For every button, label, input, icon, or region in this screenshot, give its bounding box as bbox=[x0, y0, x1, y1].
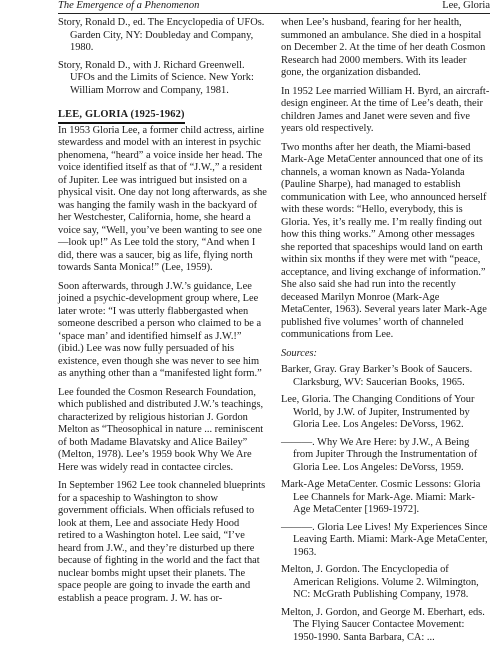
left-column bbox=[58, 17, 268, 611]
body-paragraph: Soon afterwards, through J.W.’s guidance, Lee joined a psychic-development group where, Lee later wrote: “I was utterly flabbergasted when someone described a person who claimed to be a ‘space man’ and identified himself as J.W.!” (ibid.) Lee was now fully persuaded of his existence, even though she was never to see him as anything other than a “manifested light form.” bbox=[58, 280, 262, 379]
source-entry: Melton, J. Gordon, and George M. Eberhart, eds. The Flying Saucer Contactee Movement: 1950-1990. Santa Barbara, CA: ... bbox=[281, 606, 485, 643]
reference-entry: Story, Ronald D., ed. The Encyclopedia of UFOs. Garden City, NY: Doubleday and Company, 1980. bbox=[58, 17, 265, 53]
body-paragraph: In 1952 Lee married William H. Byrd, an aircraft-design engineer. At the time of Lee’s death, their children James and Janet were seven and five years old respectively. bbox=[281, 85, 490, 134]
running-header bbox=[58, 0, 490, 14]
body-paragraph: In 1953 Gloria Lee, a former child actress, airline stewardess and model with an interest in psychic phenomena, “heard” a voice inside her head. The voice identified itself as that of “J.W.,” a resident of Jupiter. Lee was intrigued but insisted on a physical visit. One day not long afterwards, as she was hanging the family wash in the backyard of her Westchester, California, home, she heard a voice say, “Well, you’ve been wanting to see one—look up!” As Lee told the story, “And when I did, there was a saucer, big as life, flying north towards Santa Monica!” (Lee, 1959). bbox=[58, 124, 267, 273]
source-entry: Lee, Gloria. The Changing Conditions of Your World, by J.W. of Jupiter, Instrumented by Gloria Lee. Los Angeles: DeVorss, 1962. bbox=[281, 394, 475, 430]
running-title: The Emergence of a Phenomenon bbox=[58, 0, 200, 11]
source-entry: ———. Gloria Lee Lives! My Experiences Since Leaving Earth. Miami: Mark-Age MetaCenter, 1963. bbox=[281, 521, 488, 558]
source-entry: Mark-Age MetaCenter. Cosmic Lessons: Gloria Lee Channels for Mark-Age. Miami: Mark-Age MetaCenter [1969-1972]. bbox=[281, 479, 481, 515]
source-entry: ———. Why We Are Here: by J.W., A Being from Jupiter Through the Instrumentation of Gloria Lee. Los Angeles: DeVorss, 1959. bbox=[281, 436, 478, 473]
body-paragraph: when Lee’s husband, fearing for her health, summoned an ambulance. She died in a hospital on December 2. At the time of her death Cosmon Research had 2000 members. With its leader gone, the organization disbanded. bbox=[281, 17, 486, 78]
running-entry-name: Lee, Gloria bbox=[442, 0, 490, 11]
right-column bbox=[281, 17, 490, 649]
reference-entry: Story, Ronald D., with J. Richard Greenwell. UFOs and the Limits of Science. New York: William Morrow and Company, 1981. bbox=[58, 59, 254, 96]
source-entry: Barker, Gray. Gray Barker’s Book of Saucers. Clarksburg, WV: Saucerian Books, 1965. bbox=[281, 364, 473, 388]
entry-heading: LEE, GLORIA (1925-1962) bbox=[58, 109, 185, 124]
sources-label: Sources: bbox=[281, 347, 317, 359]
source-entry: Melton, J. Gordon. The Encyclopedia of American Religions. Volume 2. Wilmington, NC: McGrath Publishing Company, 1978. bbox=[281, 564, 479, 600]
body-paragraph: In September 1962 Lee took channeled blueprints for a spaceship to Washington to show government officials. When officials refused to look at them, Lee and associate Hedy Hood retired to a Washington hotel. Lee said, “I’ve heard from J.W., and they’re disturbed up there because of fighting in the world and the fact that nuclear bombs might upset their planets. The space people are going to invade the earth and establish a peace program. J. W. has or- bbox=[58, 480, 266, 604]
body-paragraph: Two months after her death, the Miami-based Mark-Age MetaCenter announced that one of its channels, a woman known as Nada-Yolanda (Pauline Sharpe), had managed to establish communication with Lee, who announced herself with these words: “Hello, everybody, this is Gloria. Yes, it’s really me. I’m really finding out how this thing works.” Among other messages she reported that spaceships would land on earth within six months if they were met with “peace, acceptance, and living exchange of information.” She also said she had run into the recently deceased Marilyn Monroe (Mark-Age MetaCenter, 1963). Several years later Mark-Age published five volumes’ worth of channeled communications from Lee. bbox=[281, 141, 487, 340]
body-paragraph: Lee founded the Cosmon Research Foundation, which published and distributed J.W.’s teachings, characterized by religious historian J. Gordon Melton as “Theosophical in nature ... reminiscent of both Madame Blavatsky and Alice Bailey” (Melton, 1978). Lee’s 1959 book Why We Are Here was widely read in contactee circles. bbox=[58, 386, 264, 473]
